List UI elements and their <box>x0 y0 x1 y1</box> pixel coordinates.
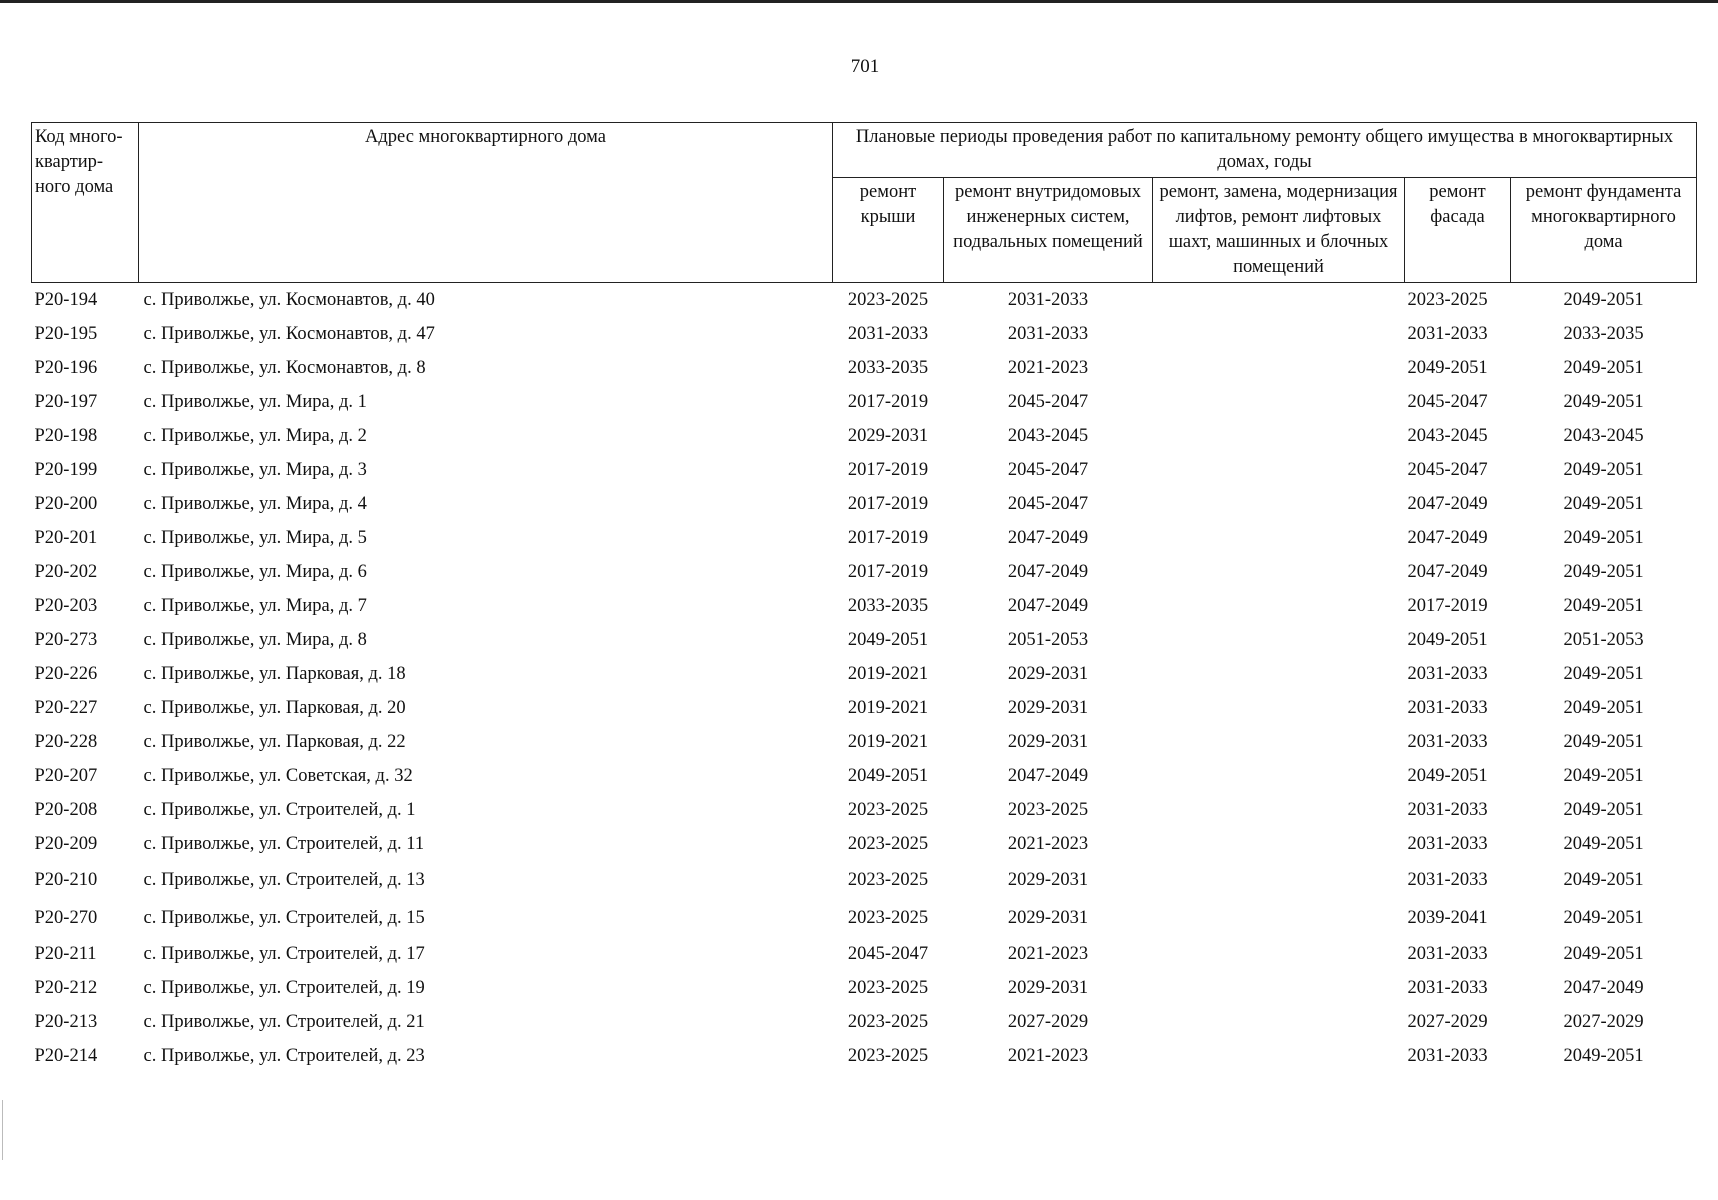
cell-code: Р20-195 <box>34 324 98 344</box>
cell-facade: 2031-2033 <box>1407 870 1488 890</box>
cell-foundation: 2033-2035 <box>1563 324 1644 344</box>
cell-roof: 2017-2019 <box>847 494 929 514</box>
cell-elevators <box>1153 283 1405 318</box>
cell-foundation: 2049-2051 <box>1563 834 1644 854</box>
cell-code: Р20-211 <box>34 944 97 964</box>
table-row <box>32 793 1697 827</box>
cell-code: Р20-228 <box>34 732 98 752</box>
cell-code: Р20-203 <box>34 596 98 616</box>
cell-code: Р20-194 <box>34 290 98 310</box>
cell-address: с. Приволжье, ул. Парковая, д. 20 <box>143 698 406 718</box>
cell-systems: 2027-2029 <box>1007 1012 1089 1032</box>
cell-elevators <box>1153 317 1405 351</box>
table-row <box>32 937 1697 971</box>
cell-systems: 2023-2025 <box>1007 800 1089 820</box>
cell-facade: 2031-2033 <box>1407 800 1488 820</box>
cell-elevators <box>1153 555 1405 589</box>
cell-code: Р20-212 <box>34 978 98 998</box>
cell-systems: 2029-2031 <box>1007 870 1089 890</box>
cell-code: Р20-270 <box>34 908 98 928</box>
table-row <box>32 899 1697 937</box>
cell-foundation: 2049-2051 <box>1563 460 1644 480</box>
cell-systems: 2029-2031 <box>1007 732 1089 752</box>
cell-foundation: 2049-2051 <box>1563 290 1644 310</box>
cell-facade: 2049-2051 <box>1407 766 1488 786</box>
cell-systems: 2031-2033 <box>1007 324 1089 344</box>
cell-roof: 2019-2021 <box>847 732 929 752</box>
cell-roof: 2033-2035 <box>847 358 929 378</box>
cell-foundation: 2047-2049 <box>1563 978 1644 998</box>
table-row <box>32 419 1697 453</box>
cell-address: с. Приволжье, ул. Строителей, д. 21 <box>143 1012 425 1032</box>
cell-facade: 2017-2019 <box>1407 596 1488 616</box>
header-planned-periods: Плановые периоды проведения работ по капитальному ремонту общего имущества в многоквартирных домах, годы <box>833 123 1697 178</box>
cell-roof: 2023-2025 <box>847 870 929 890</box>
cell-address: с. Приволжье, ул. Парковая, д. 22 <box>143 732 406 752</box>
cell-roof: 2017-2019 <box>847 460 929 480</box>
cell-elevators <box>1153 351 1405 385</box>
table-row <box>32 351 1697 385</box>
cell-foundation: 2049-2051 <box>1563 392 1644 412</box>
header-address: Адрес многоквартирного дома <box>139 123 833 283</box>
repair-schedule-table <box>31 122 1697 1073</box>
table-row <box>32 317 1697 351</box>
cell-code: Р20-198 <box>34 426 98 446</box>
cell-systems: 2047-2049 <box>1007 596 1089 616</box>
cell-roof: 2017-2019 <box>847 528 929 548</box>
cell-code: Р20-227 <box>34 698 98 718</box>
table-header <box>32 123 1697 283</box>
cell-roof: 2023-2025 <box>847 1012 929 1032</box>
cell-code: Р20-209 <box>34 834 98 854</box>
header-facade: ремонт фасада <box>1405 178 1511 283</box>
table-row <box>32 827 1697 861</box>
cell-foundation: 2049-2051 <box>1563 528 1644 548</box>
cell-elevators <box>1153 385 1405 419</box>
cell-elevators <box>1153 899 1405 937</box>
cell-code: Р20-208 <box>34 800 98 820</box>
cell-elevators <box>1153 521 1405 555</box>
cell-systems: 2045-2047 <box>1007 494 1089 514</box>
cell-address: с. Приволжье, ул. Мира, д. 6 <box>143 562 367 582</box>
cell-roof: 2023-2025 <box>847 834 929 854</box>
cell-roof: 2031-2033 <box>847 324 929 344</box>
cell-elevators <box>1153 453 1405 487</box>
table-row <box>32 623 1697 657</box>
cell-address: с. Приволжье, ул. Мира, д. 3 <box>143 460 367 480</box>
cell-roof: 2029-2031 <box>847 426 929 446</box>
cell-code: Р20-273 <box>34 630 98 650</box>
page-number: 701 <box>850 56 880 77</box>
cell-systems: 2045-2047 <box>1007 460 1089 480</box>
table-row <box>32 283 1697 318</box>
cell-systems: 2029-2031 <box>1007 908 1089 928</box>
cell-address: с. Приволжье, ул. Мира, д. 1 <box>143 392 367 412</box>
cell-code: Р20-213 <box>34 1012 98 1032</box>
cell-address: с. Приволжье, ул. Космонавтов, д. 40 <box>143 290 435 310</box>
cell-foundation: 2049-2051 <box>1563 870 1644 890</box>
cell-roof: 2033-2035 <box>847 596 929 616</box>
header-building-code: Код много-квартир-ного дома <box>32 123 139 283</box>
cell-foundation: 2027-2029 <box>1563 1012 1644 1032</box>
cell-elevators <box>1153 1039 1405 1073</box>
cell-roof: 2023-2025 <box>847 800 929 820</box>
cell-facade: 2047-2049 <box>1407 562 1488 582</box>
cell-facade: 2043-2045 <box>1407 426 1488 446</box>
cell-elevators <box>1153 937 1405 971</box>
cell-systems: 2051-2053 <box>1007 630 1089 650</box>
cell-elevators <box>1153 861 1405 899</box>
header-foundation: ремонт фундамента многоквартирного дома <box>1511 178 1697 283</box>
header-elevators: ремонт, замена, модернизация лифтов, ремонт лифтовых шахт, машинных и блочных помещений <box>1153 178 1405 283</box>
cell-code: Р20-214 <box>34 1046 98 1066</box>
table-row <box>32 385 1697 419</box>
cell-foundation: 2049-2051 <box>1563 732 1644 752</box>
cell-systems: 2047-2049 <box>1007 766 1089 786</box>
cell-systems: 2045-2047 <box>1007 392 1089 412</box>
cell-address: с. Приволжье, ул. Мира, д. 2 <box>143 426 367 446</box>
cell-address: с. Приволжье, ул. Парковая, д. 18 <box>143 664 406 684</box>
cell-elevators <box>1153 419 1405 453</box>
cell-foundation: 2049-2051 <box>1563 358 1644 378</box>
cell-foundation: 2049-2051 <box>1563 944 1644 964</box>
cell-systems: 2031-2033 <box>1007 290 1089 310</box>
cell-facade: 2031-2033 <box>1407 732 1488 752</box>
cell-address: с. Приволжье, ул. Мира, д. 4 <box>143 494 367 514</box>
cell-facade: 2027-2029 <box>1407 1012 1488 1032</box>
cell-systems: 2043-2045 <box>1007 426 1089 446</box>
cell-elevators <box>1153 589 1405 623</box>
cell-address: с. Приволжье, ул. Строителей, д. 19 <box>143 978 425 998</box>
cell-systems: 2021-2023 <box>1007 944 1089 964</box>
header-engineering-systems: ремонт внутридомовых инженерных систем, подвальных помещений <box>944 178 1153 283</box>
cell-address: с. Приволжье, ул. Космонавтов, д. 47 <box>143 324 435 344</box>
cell-facade: 2031-2033 <box>1407 1046 1488 1066</box>
cell-roof: 2017-2019 <box>847 392 929 412</box>
cell-foundation: 2043-2045 <box>1563 426 1644 446</box>
cell-elevators <box>1153 759 1405 793</box>
cell-address: с. Приволжье, ул. Мира, д. 7 <box>143 596 367 616</box>
cell-foundation: 2049-2051 <box>1563 1046 1644 1066</box>
table-row <box>32 1005 1697 1039</box>
cell-roof: 2049-2051 <box>847 766 929 786</box>
table-row <box>32 759 1697 793</box>
cell-address: с. Приволжье, ул. Строителей, д. 1 <box>143 800 416 820</box>
cell-code: Р20-197 <box>34 392 98 412</box>
cell-foundation: 2051-2053 <box>1563 630 1644 650</box>
cell-systems: 2021-2023 <box>1007 834 1089 854</box>
cell-address: с. Приволжье, ул. Мира, д. 8 <box>143 630 367 650</box>
cell-address: с. Приволжье, ул. Космонавтов, д. 8 <box>143 358 426 378</box>
cell-foundation: 2049-2051 <box>1563 698 1644 718</box>
table-row <box>32 691 1697 725</box>
cell-foundation: 2049-2051 <box>1563 494 1644 514</box>
cell-foundation: 2049-2051 <box>1563 800 1644 820</box>
cell-roof: 2023-2025 <box>847 908 929 928</box>
cell-foundation: 2049-2051 <box>1563 908 1644 928</box>
cell-code: Р20-226 <box>34 664 98 684</box>
cell-elevators <box>1153 657 1405 691</box>
cell-elevators <box>1153 725 1405 759</box>
scan-margin-mark <box>2 1100 3 1160</box>
cell-systems: 2047-2049 <box>1007 562 1089 582</box>
table-row <box>32 1039 1697 1073</box>
cell-elevators <box>1153 827 1405 861</box>
table-row <box>32 861 1697 899</box>
cell-foundation: 2049-2051 <box>1563 766 1644 786</box>
cell-code: Р20-201 <box>34 528 98 548</box>
cell-elevators <box>1153 971 1405 1005</box>
cell-facade: 2049-2051 <box>1407 358 1488 378</box>
table-row <box>32 487 1697 521</box>
table-row <box>32 971 1697 1005</box>
cell-code: Р20-210 <box>34 870 98 890</box>
cell-code: Р20-199 <box>34 460 98 480</box>
cell-code: Р20-202 <box>34 562 98 582</box>
cell-foundation: 2049-2051 <box>1563 562 1644 582</box>
cell-facade: 2045-2047 <box>1407 460 1488 480</box>
cell-facade: 2045-2047 <box>1407 392 1488 412</box>
table-row <box>32 657 1697 691</box>
cell-roof: 2017-2019 <box>847 562 929 582</box>
table-row <box>32 521 1697 555</box>
cell-facade: 2031-2033 <box>1407 944 1488 964</box>
cell-facade: 2049-2051 <box>1407 630 1488 650</box>
cell-elevators <box>1153 793 1405 827</box>
cell-roof: 2023-2025 <box>847 1046 929 1066</box>
cell-address: с. Приволжье, ул. Мира, д. 5 <box>143 528 367 548</box>
cell-facade: 2039-2041 <box>1407 908 1488 928</box>
cell-roof: 2049-2051 <box>847 630 929 650</box>
cell-roof: 2045-2047 <box>847 944 929 964</box>
cell-facade: 2031-2033 <box>1407 324 1488 344</box>
cell-code: Р20-200 <box>34 494 98 514</box>
cell-code: Р20-196 <box>34 358 98 378</box>
cell-systems: 2029-2031 <box>1007 664 1089 684</box>
header-roof-repair: ремонт крыши <box>833 178 944 283</box>
cell-facade: 2031-2033 <box>1407 698 1488 718</box>
cell-facade: 2031-2033 <box>1407 664 1488 684</box>
table-row <box>32 555 1697 589</box>
cell-address: с. Приволжье, ул. Строителей, д. 11 <box>143 834 425 854</box>
cell-code: Р20-207 <box>34 766 98 786</box>
table-row <box>32 725 1697 759</box>
cell-address: с. Приволжье, ул. Строителей, д. 23 <box>143 1046 425 1066</box>
cell-address: с. Приволжье, ул. Строителей, д. 15 <box>143 908 425 928</box>
cell-facade: 2023-2025 <box>1407 290 1488 310</box>
cell-facade: 2031-2033 <box>1407 834 1488 854</box>
cell-facade: 2047-2049 <box>1407 494 1488 514</box>
cell-elevators <box>1153 1005 1405 1039</box>
cell-address: с. Приволжье, ул. Строителей, д. 13 <box>143 870 425 890</box>
top-border-rule <box>0 0 1718 3</box>
cell-systems: 2029-2031 <box>1007 978 1089 998</box>
cell-facade: 2047-2049 <box>1407 528 1488 548</box>
cell-elevators <box>1153 487 1405 521</box>
cell-facade: 2031-2033 <box>1407 978 1488 998</box>
cell-elevators <box>1153 623 1405 657</box>
cell-foundation: 2049-2051 <box>1563 664 1644 684</box>
cell-elevators <box>1153 691 1405 725</box>
cell-address: с. Приволжье, ул. Советская, д. 32 <box>143 766 413 786</box>
cell-systems: 2047-2049 <box>1007 528 1089 548</box>
cell-roof: 2023-2025 <box>847 290 929 310</box>
table-row <box>32 589 1697 623</box>
table-body <box>32 283 1697 1074</box>
table-row <box>32 453 1697 487</box>
cell-roof: 2019-2021 <box>847 664 929 684</box>
cell-systems: 2021-2023 <box>1007 1046 1089 1066</box>
cell-roof: 2023-2025 <box>847 978 929 998</box>
cell-systems: 2021-2023 <box>1007 358 1089 378</box>
cell-roof: 2019-2021 <box>847 698 929 718</box>
cell-systems: 2029-2031 <box>1007 698 1089 718</box>
cell-foundation: 2049-2051 <box>1563 596 1644 616</box>
cell-address: с. Приволжье, ул. Строителей, д. 17 <box>143 944 425 964</box>
